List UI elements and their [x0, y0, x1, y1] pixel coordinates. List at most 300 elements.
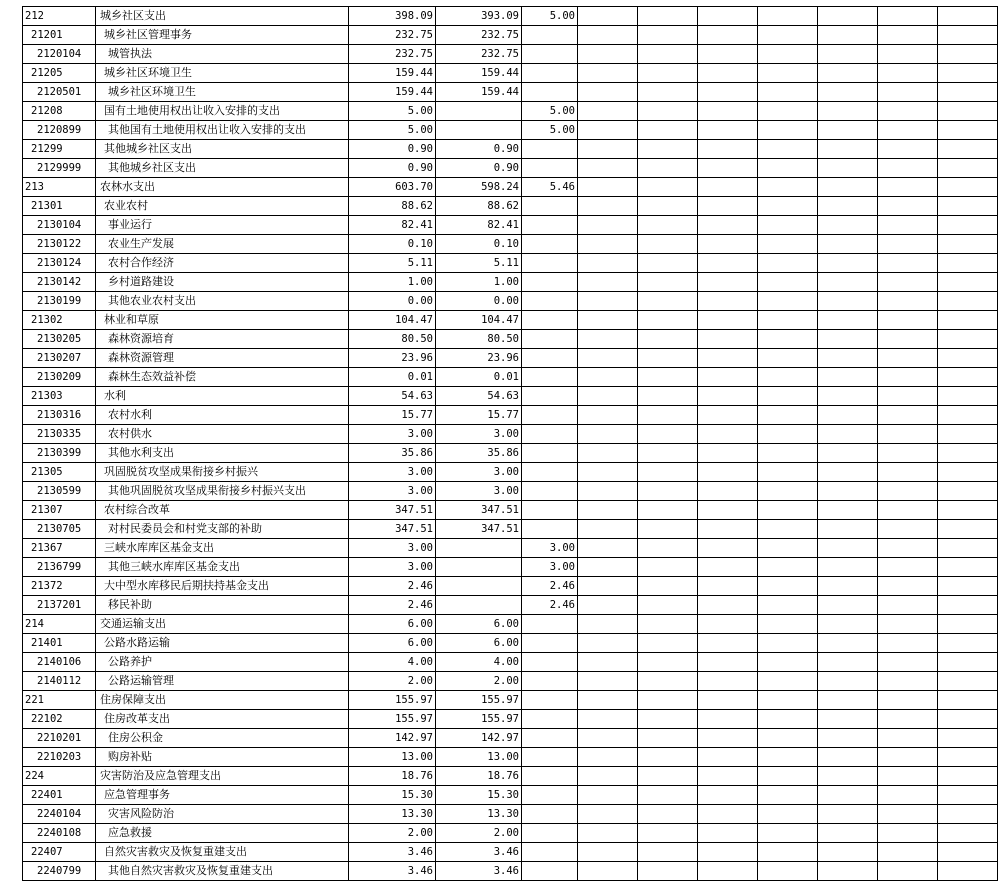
empty-cell: [758, 406, 818, 425]
table-row: [23, 216, 998, 235]
subject-name-cell: 城乡社区环境卫生: [96, 83, 349, 102]
empty-cell: [878, 292, 938, 311]
total-amount-cell: 3.00: [349, 539, 436, 558]
empty-cell: [758, 463, 818, 482]
empty-cell: [578, 273, 638, 292]
total-amount-cell: 3.00: [349, 463, 436, 482]
empty-cell: [638, 140, 698, 159]
empty-cell: [698, 444, 758, 463]
table-row: [23, 729, 998, 748]
empty-cell: [638, 710, 698, 729]
basic-expense-cell: 1.00: [436, 273, 522, 292]
basic-expense-cell: 35.86: [436, 444, 522, 463]
empty-cell: [578, 83, 638, 102]
table-row: [23, 83, 998, 102]
empty-cell: [818, 121, 878, 140]
empty-cell: [758, 159, 818, 178]
table-row: [23, 710, 998, 729]
empty-cell: [938, 330, 998, 349]
empty-cell: [578, 672, 638, 691]
empty-cell: [758, 121, 818, 140]
empty-cell: [638, 292, 698, 311]
empty-cell: [638, 425, 698, 444]
project-expense-cell: [522, 330, 578, 349]
table-row: [23, 444, 998, 463]
subject-name-cell: 住房公积金: [96, 729, 349, 748]
empty-cell: [758, 786, 818, 805]
empty-cell: [698, 159, 758, 178]
project-expense-cell: [522, 349, 578, 368]
empty-cell: [698, 216, 758, 235]
subject-name-cell: 城管执法: [96, 45, 349, 64]
empty-cell: [698, 121, 758, 140]
empty-cell: [698, 7, 758, 26]
total-amount-cell: 0.90: [349, 140, 436, 159]
empty-cell: [938, 235, 998, 254]
empty-cell: [818, 482, 878, 501]
subject-code-cell: 21372: [23, 577, 96, 596]
empty-cell: [938, 349, 998, 368]
subject-name-cell: 自然灾害救灾及恢复重建支出: [96, 843, 349, 862]
table-row: [23, 482, 998, 501]
project-expense-cell: [522, 862, 578, 881]
subject-name-cell: 农村水利: [96, 406, 349, 425]
empty-cell: [698, 558, 758, 577]
basic-expense-cell: 0.90: [436, 140, 522, 159]
empty-cell: [578, 7, 638, 26]
subject-code-cell: 2210203: [23, 748, 96, 767]
project-expense-cell: [522, 672, 578, 691]
table-row: [23, 254, 998, 273]
empty-cell: [818, 349, 878, 368]
empty-cell: [938, 824, 998, 843]
empty-cell: [578, 311, 638, 330]
subject-name-cell: 林业和草原: [96, 311, 349, 330]
project-expense-cell: [522, 140, 578, 159]
total-amount-cell: 35.86: [349, 444, 436, 463]
empty-cell: [818, 520, 878, 539]
empty-cell: [758, 235, 818, 254]
subject-name-cell: 城乡社区环境卫生: [96, 64, 349, 83]
empty-cell: [938, 786, 998, 805]
empty-cell: [758, 26, 818, 45]
empty-cell: [638, 463, 698, 482]
project-expense-cell: [522, 748, 578, 767]
subject-name-cell: 农业生产发展: [96, 235, 349, 254]
empty-cell: [818, 463, 878, 482]
empty-cell: [878, 254, 938, 273]
empty-cell: [578, 45, 638, 64]
total-amount-cell: 15.30: [349, 786, 436, 805]
empty-cell: [878, 387, 938, 406]
empty-cell: [878, 444, 938, 463]
subject-code-cell: 2130124: [23, 254, 96, 273]
project-expense-cell: [522, 463, 578, 482]
basic-expense-cell: [436, 558, 522, 577]
empty-cell: [578, 824, 638, 843]
empty-cell: [938, 273, 998, 292]
empty-cell: [938, 178, 998, 197]
total-amount-cell: 2.46: [349, 577, 436, 596]
empty-cell: [578, 710, 638, 729]
empty-cell: [938, 406, 998, 425]
subject-code-cell: 21299: [23, 140, 96, 159]
total-amount-cell: 159.44: [349, 83, 436, 102]
table-row: [23, 178, 998, 197]
empty-cell: [938, 634, 998, 653]
subject-name-cell: 农业农村: [96, 197, 349, 216]
empty-cell: [878, 710, 938, 729]
empty-cell: [638, 159, 698, 178]
project-expense-cell: [522, 311, 578, 330]
empty-cell: [878, 558, 938, 577]
empty-cell: [878, 45, 938, 64]
empty-cell: [938, 539, 998, 558]
basic-expense-cell: 159.44: [436, 64, 522, 83]
empty-cell: [578, 786, 638, 805]
subject-name-cell: 森林生态效益补偿: [96, 368, 349, 387]
project-expense-cell: [522, 292, 578, 311]
basic-expense-cell: [436, 121, 522, 140]
empty-cell: [818, 539, 878, 558]
empty-cell: [698, 672, 758, 691]
subject-name-cell: 巩固脱贫攻坚成果衔接乡村振兴: [96, 463, 349, 482]
empty-cell: [638, 387, 698, 406]
empty-cell: [878, 824, 938, 843]
empty-cell: [638, 577, 698, 596]
empty-cell: [578, 330, 638, 349]
empty-cell: [938, 387, 998, 406]
project-expense-cell: [522, 197, 578, 216]
subject-name-cell: 其他自然灾害救灾及恢复重建支出: [96, 862, 349, 881]
basic-expense-cell: 393.09: [436, 7, 522, 26]
empty-cell: [698, 596, 758, 615]
empty-cell: [938, 425, 998, 444]
empty-cell: [698, 197, 758, 216]
empty-cell: [758, 843, 818, 862]
subject-code-cell: 2130335: [23, 425, 96, 444]
total-amount-cell: 18.76: [349, 767, 436, 786]
subject-name-cell: 其他水利支出: [96, 444, 349, 463]
subject-code-cell: 22401: [23, 786, 96, 805]
project-expense-cell: 2.46: [522, 596, 578, 615]
empty-cell: [938, 558, 998, 577]
empty-cell: [938, 102, 998, 121]
empty-cell: [638, 102, 698, 121]
empty-cell: [638, 197, 698, 216]
empty-cell: [698, 26, 758, 45]
project-expense-cell: [522, 64, 578, 83]
total-amount-cell: 15.77: [349, 406, 436, 425]
empty-cell: [818, 425, 878, 444]
empty-cell: [938, 45, 998, 64]
basic-expense-cell: 6.00: [436, 634, 522, 653]
empty-cell: [938, 368, 998, 387]
empty-cell: [638, 7, 698, 26]
empty-cell: [818, 292, 878, 311]
empty-cell: [578, 140, 638, 159]
subject-code-cell: 21367: [23, 539, 96, 558]
empty-cell: [758, 216, 818, 235]
empty-cell: [698, 482, 758, 501]
table-row: [23, 520, 998, 539]
basic-expense-cell: 80.50: [436, 330, 522, 349]
basic-expense-cell: 2.00: [436, 824, 522, 843]
empty-cell: [638, 501, 698, 520]
empty-cell: [878, 26, 938, 45]
empty-cell: [758, 7, 818, 26]
subject-name-cell: 乡村道路建设: [96, 273, 349, 292]
basic-expense-cell: 4.00: [436, 653, 522, 672]
table-row: [23, 558, 998, 577]
empty-cell: [698, 64, 758, 83]
total-amount-cell: 347.51: [349, 501, 436, 520]
empty-cell: [578, 159, 638, 178]
empty-cell: [698, 786, 758, 805]
empty-cell: [818, 311, 878, 330]
empty-cell: [758, 482, 818, 501]
empty-cell: [878, 482, 938, 501]
subject-name-cell: 三峡水库库区基金支出: [96, 539, 349, 558]
empty-cell: [758, 805, 818, 824]
basic-expense-cell: 232.75: [436, 45, 522, 64]
total-amount-cell: 159.44: [349, 64, 436, 83]
project-expense-cell: [522, 729, 578, 748]
empty-cell: [578, 425, 638, 444]
empty-cell: [578, 767, 638, 786]
empty-cell: [758, 254, 818, 273]
empty-cell: [638, 121, 698, 140]
empty-cell: [638, 482, 698, 501]
project-expense-cell: [522, 83, 578, 102]
table-row: [23, 102, 998, 121]
empty-cell: [578, 805, 638, 824]
basic-expense-cell: 155.97: [436, 710, 522, 729]
total-amount-cell: 603.70: [349, 178, 436, 197]
empty-cell: [938, 615, 998, 634]
empty-cell: [938, 748, 998, 767]
table-row: [23, 824, 998, 843]
empty-cell: [938, 672, 998, 691]
empty-cell: [698, 805, 758, 824]
empty-cell: [638, 767, 698, 786]
basic-expense-cell: 54.63: [436, 387, 522, 406]
table-row: [23, 463, 998, 482]
subject-code-cell: 2210201: [23, 729, 96, 748]
total-amount-cell: 2.00: [349, 824, 436, 843]
basic-expense-cell: 159.44: [436, 83, 522, 102]
table-row: [23, 539, 998, 558]
empty-cell: [578, 539, 638, 558]
project-expense-cell: [522, 425, 578, 444]
subject-name-cell: 森林资源管理: [96, 349, 349, 368]
empty-cell: [878, 786, 938, 805]
subject-name-cell: 城乡社区支出: [96, 7, 349, 26]
empty-cell: [878, 805, 938, 824]
empty-cell: [698, 653, 758, 672]
table-row: [23, 349, 998, 368]
empty-cell: [578, 596, 638, 615]
empty-cell: [758, 520, 818, 539]
basic-expense-cell: [436, 539, 522, 558]
total-amount-cell: 3.46: [349, 862, 436, 881]
subject-code-cell: 2130199: [23, 292, 96, 311]
project-expense-cell: [522, 501, 578, 520]
empty-cell: [638, 634, 698, 653]
table-row: [23, 805, 998, 824]
subject-name-cell: 农林水支出: [96, 178, 349, 197]
empty-cell: [638, 349, 698, 368]
empty-cell: [758, 862, 818, 881]
empty-cell: [818, 235, 878, 254]
subject-name-cell: 城乡社区管理事务: [96, 26, 349, 45]
table-row: [23, 501, 998, 520]
empty-cell: [638, 178, 698, 197]
subject-name-cell: 其他三峡水库库区基金支出: [96, 558, 349, 577]
empty-cell: [758, 615, 818, 634]
subject-code-cell: 2140106: [23, 653, 96, 672]
empty-cell: [638, 615, 698, 634]
subject-name-cell: 水利: [96, 387, 349, 406]
total-amount-cell: 155.97: [349, 691, 436, 710]
empty-cell: [818, 805, 878, 824]
basic-expense-cell: 88.62: [436, 197, 522, 216]
subject-code-cell: 21201: [23, 26, 96, 45]
empty-cell: [878, 235, 938, 254]
subject-code-cell: 21301: [23, 197, 96, 216]
empty-cell: [698, 178, 758, 197]
empty-cell: [818, 653, 878, 672]
subject-code-cell: 21307: [23, 501, 96, 520]
empty-cell: [938, 197, 998, 216]
empty-cell: [878, 330, 938, 349]
project-expense-cell: [522, 254, 578, 273]
empty-cell: [578, 463, 638, 482]
total-amount-cell: 23.96: [349, 349, 436, 368]
total-amount-cell: 88.62: [349, 197, 436, 216]
subject-name-cell: 其他城乡社区支出: [96, 140, 349, 159]
basic-expense-cell: 142.97: [436, 729, 522, 748]
table-row: [23, 577, 998, 596]
project-expense-cell: 3.00: [522, 539, 578, 558]
basic-expense-cell: [436, 596, 522, 615]
empty-cell: [698, 83, 758, 102]
empty-cell: [698, 311, 758, 330]
empty-cell: [698, 45, 758, 64]
subject-code-cell: 224: [23, 767, 96, 786]
empty-cell: [638, 843, 698, 862]
total-amount-cell: 3.00: [349, 558, 436, 577]
subject-name-cell: 公路水路运输: [96, 634, 349, 653]
total-amount-cell: 0.01: [349, 368, 436, 387]
table-row: [23, 406, 998, 425]
empty-cell: [938, 7, 998, 26]
table-row: [23, 596, 998, 615]
empty-cell: [638, 26, 698, 45]
empty-cell: [938, 83, 998, 102]
empty-cell: [818, 64, 878, 83]
empty-cell: [818, 634, 878, 653]
total-amount-cell: 0.00: [349, 292, 436, 311]
subject-name-cell: 农村综合改革: [96, 501, 349, 520]
subject-code-cell: 2130599: [23, 482, 96, 501]
empty-cell: [698, 748, 758, 767]
empty-cell: [578, 729, 638, 748]
subject-name-cell: 移民补助: [96, 596, 349, 615]
project-expense-cell: [522, 235, 578, 254]
empty-cell: [638, 862, 698, 881]
empty-cell: [578, 634, 638, 653]
empty-cell: [878, 178, 938, 197]
subject-name-cell: 其他农业农村支出: [96, 292, 349, 311]
total-amount-cell: 2.46: [349, 596, 436, 615]
empty-cell: [578, 216, 638, 235]
empty-cell: [878, 767, 938, 786]
empty-cell: [758, 64, 818, 83]
empty-cell: [638, 786, 698, 805]
empty-cell: [638, 805, 698, 824]
empty-cell: [578, 197, 638, 216]
empty-cell: [938, 216, 998, 235]
empty-cell: [638, 672, 698, 691]
table-row: [23, 7, 998, 26]
empty-cell: [878, 140, 938, 159]
total-amount-cell: 13.30: [349, 805, 436, 824]
empty-cell: [698, 767, 758, 786]
table-row: [23, 634, 998, 653]
table-row: [23, 862, 998, 881]
subject-code-cell: 21401: [23, 634, 96, 653]
total-amount-cell: 0.10: [349, 235, 436, 254]
empty-cell: [578, 501, 638, 520]
table-row: [23, 691, 998, 710]
table-row: [23, 748, 998, 767]
basic-expense-cell: 0.01: [436, 368, 522, 387]
empty-cell: [878, 463, 938, 482]
subject-name-cell: 灾害风险防治: [96, 805, 349, 824]
empty-cell: [638, 406, 698, 425]
project-expense-cell: [522, 786, 578, 805]
subject-name-cell: 森林资源培育: [96, 330, 349, 349]
empty-cell: [758, 387, 818, 406]
empty-cell: [698, 824, 758, 843]
basic-expense-cell: [436, 102, 522, 121]
project-expense-cell: [522, 216, 578, 235]
empty-cell: [758, 596, 818, 615]
total-amount-cell: 155.97: [349, 710, 436, 729]
empty-cell: [758, 140, 818, 159]
empty-cell: [878, 596, 938, 615]
table-row: [23, 273, 998, 292]
project-expense-cell: [522, 368, 578, 387]
empty-cell: [878, 520, 938, 539]
subject-name-cell: 其他城乡社区支出: [96, 159, 349, 178]
project-expense-cell: 3.00: [522, 558, 578, 577]
empty-cell: [698, 235, 758, 254]
project-expense-cell: [522, 406, 578, 425]
subject-code-cell: 2130122: [23, 235, 96, 254]
project-expense-cell: [522, 805, 578, 824]
empty-cell: [818, 273, 878, 292]
empty-cell: [878, 216, 938, 235]
empty-cell: [938, 121, 998, 140]
empty-cell: [578, 121, 638, 140]
table-row: [23, 140, 998, 159]
basic-expense-cell: 3.00: [436, 425, 522, 444]
subject-name-cell: 应急救援: [96, 824, 349, 843]
empty-cell: [698, 463, 758, 482]
basic-expense-cell: 15.30: [436, 786, 522, 805]
